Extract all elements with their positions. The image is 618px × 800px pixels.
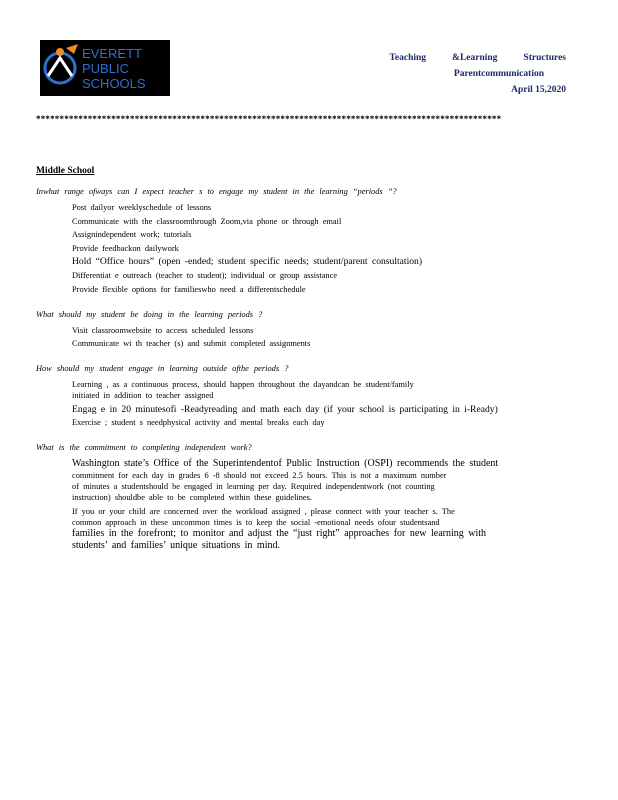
header-title: Teaching &Learning Structures [389, 53, 566, 63]
document-header [363, 50, 566, 98]
list-item: Hold “Office hours” (open -ended; student specific needs; student/parent consultation) [72, 256, 423, 268]
list-item: Visit classroomwebsite to access scheduled lessons [72, 325, 254, 335]
question-2: What should my student be doing in the learning periods ? [36, 309, 263, 319]
list-item: Washington state’s Office of the Superintendentof Public Instruction (OSPI) recommends the student commitment for each day in grades 6 -8 should not exceed 2.5 hours. This is not a maximum number of minutes a studentshould be engaged in learning per day. Required independentwork (not counting instruction) shouldbe able to be completed within these guidelines. [72, 458, 499, 503]
list-item: Engag e in 20 minutesofi -Readyreading and math each day (if your school is participating in i-Ready) [72, 403, 498, 415]
question-4-list [36, 458, 576, 552]
list-item: Provide flexible options for familieswho need a differentschedule [72, 284, 306, 294]
list-item: Exercise ; student s needphysical activity and mental breaks each day [72, 418, 325, 428]
list-item: Assignindependent work; tutorials [72, 230, 192, 240]
question-1-list [36, 202, 576, 295]
list-item: Post dailyor weeklyschedule of lessons [72, 203, 212, 212]
document-body [36, 186, 576, 566]
logo-line1: EVERETT [82, 46, 142, 61]
list-item: If you or your child are concerned over the workload assigned , please connect with your teacher s. The common approach in these uncommon times is to keep the social -emotional needs ofour studentsand families in the forefront; to monitor and adjust the “just right” approaches for new learning with students’ and families’ unique situations in mind. [72, 506, 487, 551]
list-item: Learning , as a continuous process, should happen throughout the dayandcan be student/family initiated in addition to teacher assigned [72, 380, 414, 401]
list-item: Provide feedbackon dailywork [72, 243, 179, 253]
list-item: Differentiat e outreach (teacher to student); individual or group assistance [72, 270, 338, 280]
section-title: Middle School [36, 166, 95, 176]
header-subtitle: Parentcommunication [453, 69, 544, 79]
question-2-list [36, 325, 576, 350]
question-3-list [36, 379, 576, 428]
everett-public-schools-logo [40, 40, 170, 96]
list-item: Communicate with the classroomthrough Zoom,via phone or through email [72, 216, 342, 226]
logo-line3: SCHOOLS [82, 76, 146, 91]
question-1: Inwhat range ofways can I expect teacher s to engage my student in the learning “periods ”? [36, 187, 397, 196]
divider-line: *************************************************************************************************** [36, 114, 502, 124]
header-date: April 15,2020 [511, 85, 566, 95]
logo-line2: PUBLIC [82, 61, 129, 76]
question-4: What is the commitment to completing independent work? [36, 443, 252, 453]
list-item: Communicate wi th teacher (s) and submit completed assignments [72, 339, 311, 349]
question-3: How should my student engage in learning outside ofthe periods ? [36, 364, 289, 374]
